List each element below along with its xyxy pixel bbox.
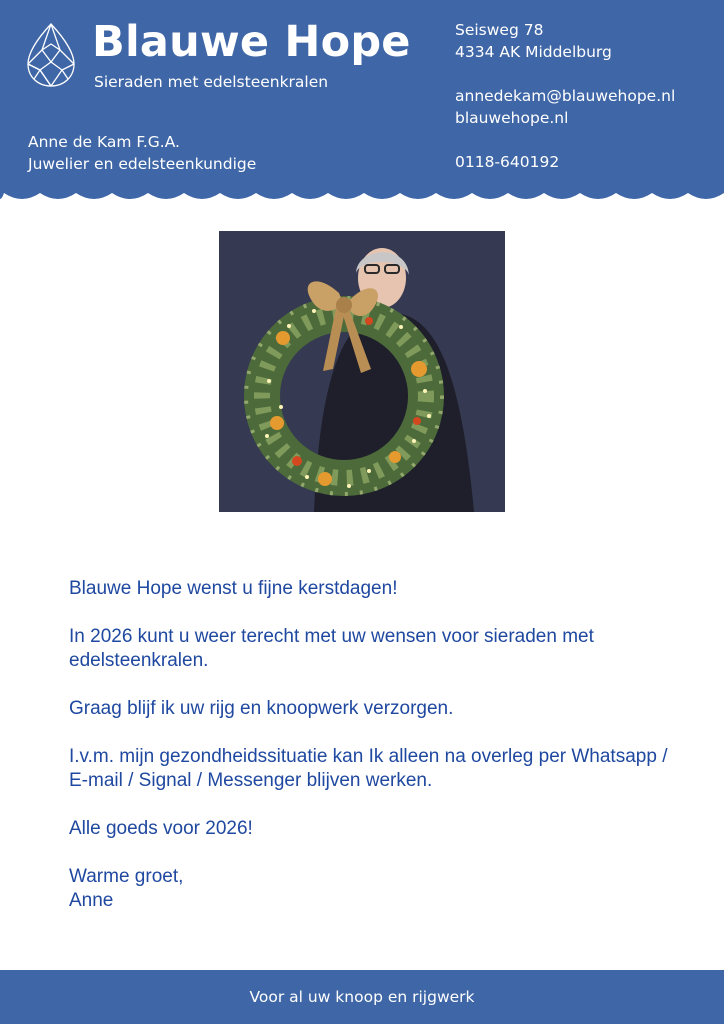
contact-spacer bbox=[455, 63, 675, 85]
scalloped-edge bbox=[0, 189, 724, 205]
footer-slogan: Voor al uw knoop en rijgwerk bbox=[249, 988, 475, 1006]
letterhead-header bbox=[0, 0, 724, 190]
contact-block bbox=[455, 19, 675, 173]
footer-bar bbox=[0, 970, 724, 1024]
brand-name: Blauwe Hope bbox=[92, 17, 411, 67]
message-closing: Warme groet, bbox=[69, 866, 184, 887]
message-signature: Anne bbox=[69, 890, 114, 911]
message-paragraph-wishes: Alle goeds voor 2026! bbox=[69, 818, 253, 839]
christmas-wreath-photo bbox=[219, 231, 505, 512]
owner-name: Anne de Kam F.G.A. bbox=[28, 133, 180, 151]
message-greeting: Blauwe Hope wenst u fijne kerstdagen! bbox=[69, 578, 398, 599]
address-street: Seisweg 78 bbox=[455, 21, 544, 39]
owner-block bbox=[28, 131, 256, 175]
address-city: 4334 AK Middelburg bbox=[455, 43, 612, 61]
message-paragraph-health: I.v.m. mijn gezondheidssituatie kan Ik alleen na overleg per Whatsapp / E-mail / Signal / Messenger blijven werken. bbox=[69, 746, 668, 791]
phone-number: 0118-640192 bbox=[455, 153, 560, 171]
gemstone-outline-icon bbox=[26, 22, 76, 88]
message-paragraph-2026: In 2026 kunt u weer terecht met uw wensen voor sieraden met edelsteenkralen. bbox=[69, 626, 594, 671]
owner-title: Juwelier en edelsteenkundige bbox=[28, 155, 257, 173]
message-paragraph-service: Graag blijf ik uw rijg en knoopwerk verzorgen. bbox=[69, 698, 454, 719]
christmas-message bbox=[69, 577, 669, 913]
contact-spacer bbox=[455, 129, 675, 151]
email-address: annedekam@blauwehope.nl bbox=[455, 87, 676, 105]
website-address: blauwehope.nl bbox=[455, 109, 569, 127]
brand-tagline: Sieraden met edelsteenkralen bbox=[94, 73, 329, 91]
